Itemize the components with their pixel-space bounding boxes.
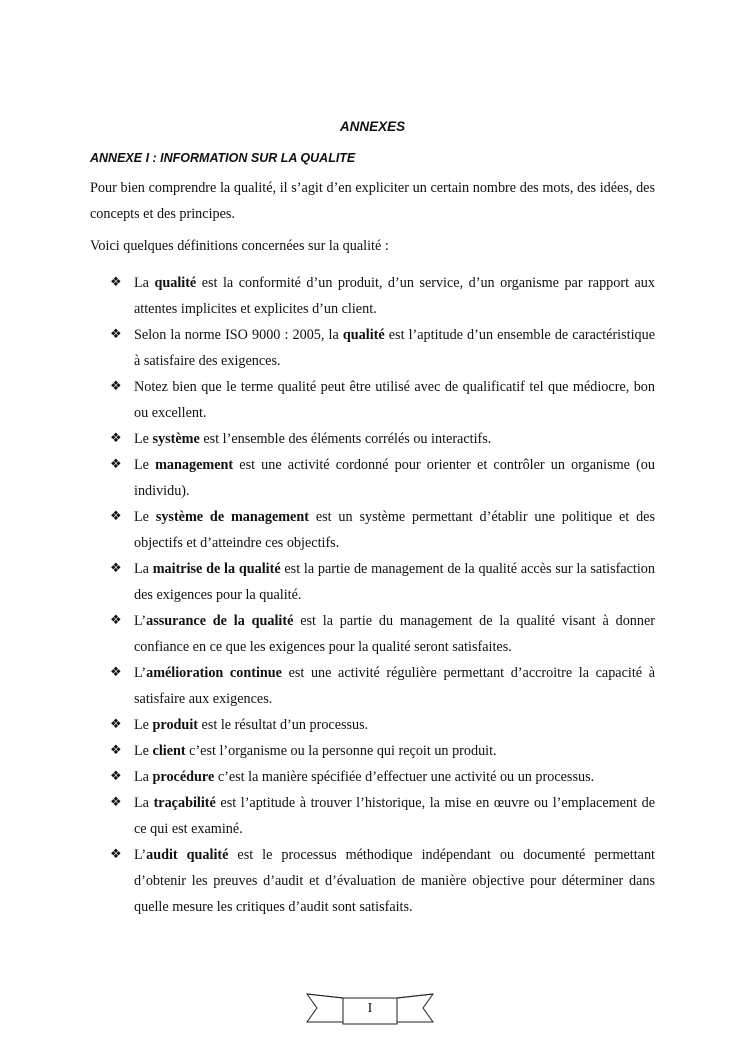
defined-term: assurance de la qualité (146, 613, 294, 629)
list-item: ❖ Le produit est le résultat d’un processus. (110, 712, 655, 738)
defined-term: amélioration continue (146, 665, 282, 681)
list-item: ❖ La maitrise de la qualité est la partie de management de la qualité accès sur la satisfaction des exigences pour la qualité. (110, 556, 655, 608)
list-item: ❖ L’amélioration continue est une activité régulière permettant d’accroitre la capacité à satisfaire aux exigences. (110, 660, 655, 712)
list-item: ❖ L’audit qualité est le processus méthodique indépendant ou documenté permettant d’obtenir les preuves d’audit et d’évaluation de manière objective pour déterminer dans quelle mesure les critiques d’audit sont satisfaits. (110, 842, 655, 920)
list-item: ❖ Le client c’est l’organisme ou la personne qui reçoit un produit. (110, 738, 655, 764)
diamond-bullet-icon: ❖ (110, 717, 122, 732)
diamond-bullet-icon: ❖ (110, 457, 122, 472)
defined-term: client (152, 743, 186, 759)
defined-term: management (155, 457, 234, 473)
list-item: ❖ L’assurance de la qualité est la partie du management de la qualité visant à donner confiance en ce que les exigences pour la qualité seront satisfaites. (110, 608, 655, 660)
defined-term: maitrise de la qualité (152, 561, 281, 577)
diamond-bullet-icon: ❖ (110, 327, 122, 342)
defined-term: procédure (152, 769, 215, 785)
definitions-lead-in: Voici quelques définitions concernées sur la qualité : (90, 238, 389, 254)
diamond-bullet-icon: ❖ (110, 769, 122, 784)
list-item: ❖ Le système de management est un système permettant d’établir une politique et des objectifs et d’atteindre ces objectifs. (110, 504, 655, 556)
diamond-bullet-icon: ❖ (110, 743, 122, 758)
page-title: ANNEXES (339, 119, 406, 134)
list-item: ❖ Selon la norme ISO 9000 : 2005, la qualité est l’aptitude d’un ensemble de caractéristique à satisfaire des exigences. (110, 322, 655, 374)
defined-term: produit (152, 717, 198, 733)
list-item: ❖ Le système est l’ensemble des éléments corrélés ou interactifs. (110, 426, 655, 452)
defined-term: traçabilité (153, 795, 216, 811)
list-item: ❖ Notez bien que le terme qualité peut être utilisé avec de qualificatif tel que médiocre, bon ou excellent. (110, 374, 655, 426)
diamond-bullet-icon: ❖ (110, 847, 122, 862)
diamond-bullet-icon: ❖ (110, 613, 122, 628)
diamond-bullet-icon: ❖ (110, 795, 122, 810)
defined-term: système de management (155, 509, 309, 525)
list-item: ❖ La traçabilité est l’aptitude à trouver l’historique, la mise en œuvre ou l’emplacement de ce qui est examiné. (110, 790, 655, 842)
diamond-bullet-icon: ❖ (110, 509, 122, 524)
defined-term: système (152, 431, 200, 447)
page-number: I (367, 1001, 373, 1016)
diamond-bullet-icon: ❖ (110, 561, 122, 576)
diamond-bullet-icon: ❖ (110, 379, 122, 394)
list-item: ❖ La procédure c’est la manière spécifiée d’effectuer une activité ou un processus. (110, 764, 655, 790)
defined-term: audit qualité (146, 847, 229, 863)
intro-paragraph: Pour bien comprendre la qualité, il s’agit d’en expliciter un certain nombre des mots, des idées, des concepts et des principes. (90, 180, 655, 222)
list-item: ❖ La qualité est la conformité d’un produit, d’un service, d’un organisme par rapport aux attentes implicites et explicites d’un client. (110, 270, 655, 322)
diamond-bullet-icon: ❖ (110, 665, 122, 680)
diamond-bullet-icon: ❖ (110, 431, 122, 446)
defined-term: qualité (342, 327, 385, 343)
definitions-list (110, 270, 655, 920)
section-heading: ANNEXE I : INFORMATION SUR LA QUALITE (90, 151, 356, 165)
page-number-banner (305, 990, 435, 1026)
defined-term: qualité (154, 275, 197, 291)
list-item: ❖ Le management est une activité cordonné pour orienter et contrôler un organisme (ou individu). (110, 452, 655, 504)
diamond-bullet-icon: ❖ (110, 275, 122, 290)
